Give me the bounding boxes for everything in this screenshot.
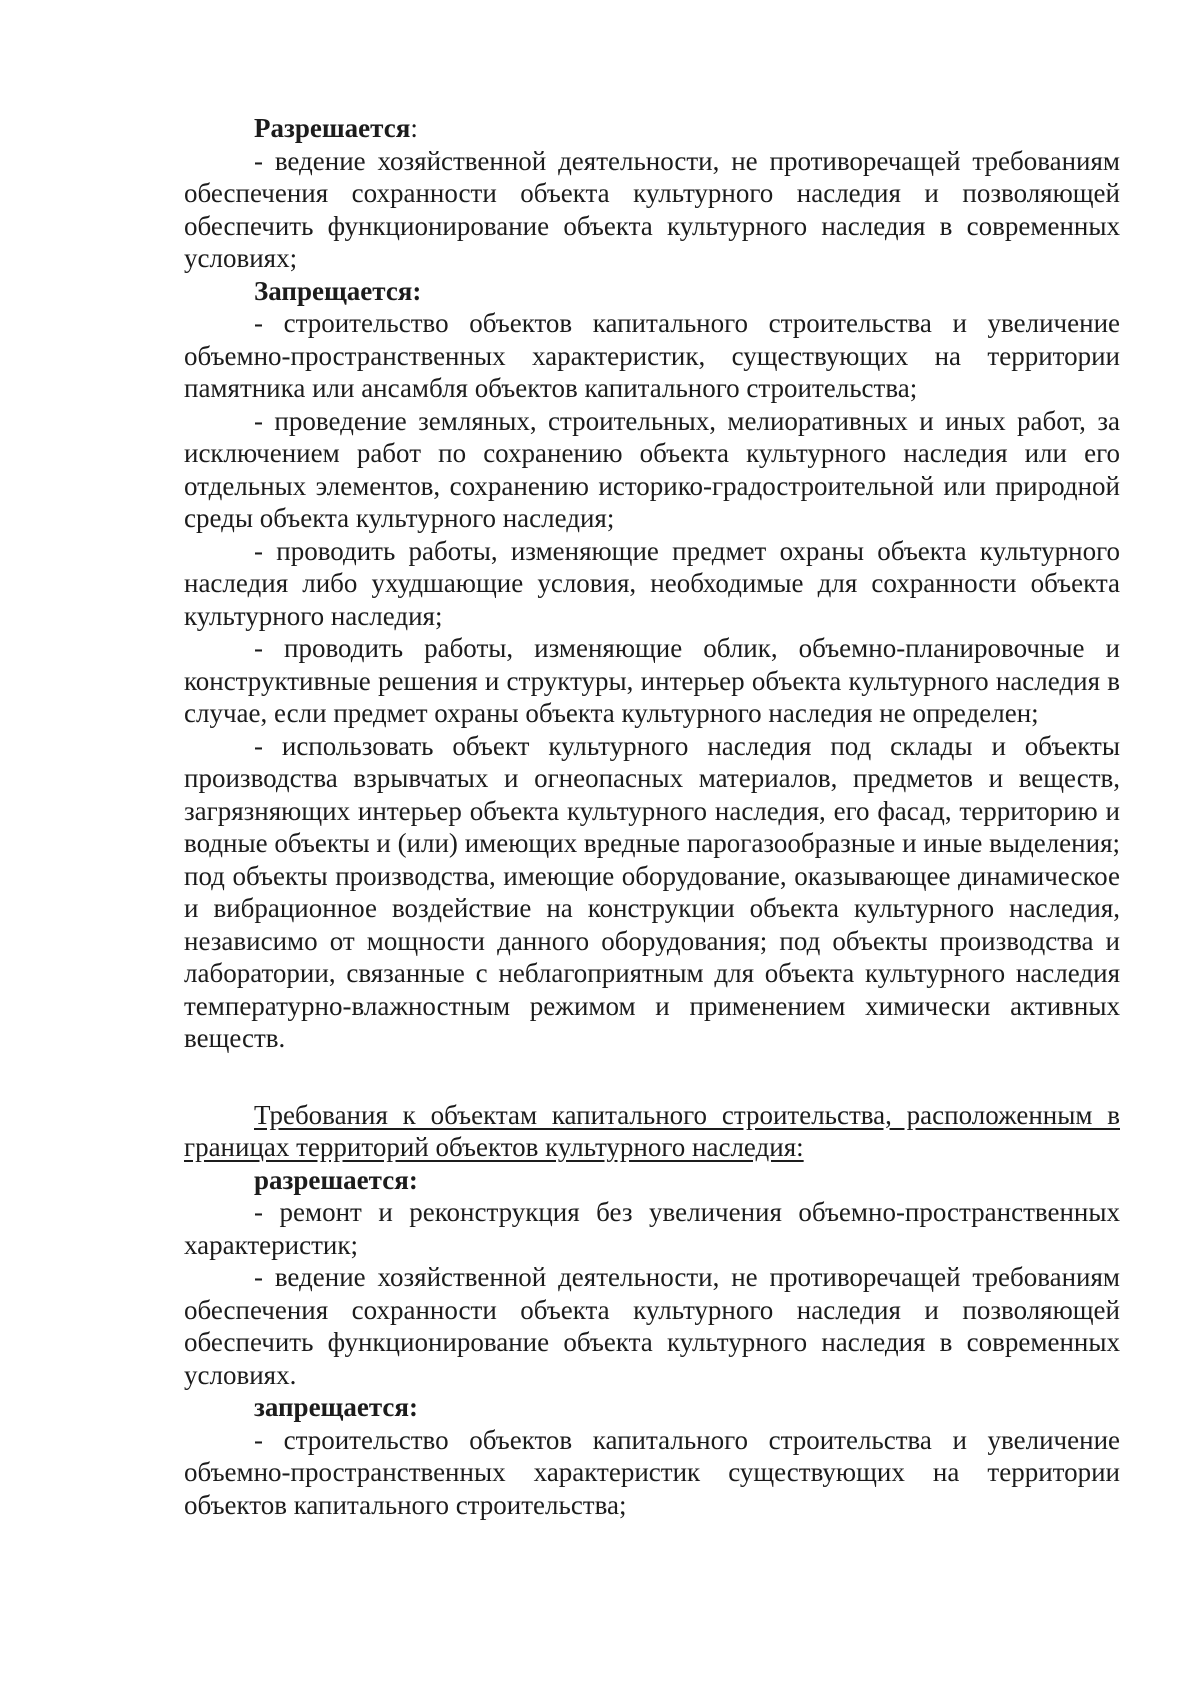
forbidden-item: - проведение земляных, строительных, мелиоративных и иных работ, за исключением работ по сохранению объекта культурного наследия или его отдельных элементов, сохранению историко-градостроительной или природной среды объекта культурного наследия; xyxy=(184,405,1120,533)
section-title: Требования к объектам капитального строительства, расположенным в границах территорий объектов культурного наследия: xyxy=(184,1099,1120,1162)
forbidden-item: - использовать объект культурного наследия под склады и объекты производства взрывчатых и огнеопасных материалов, предметов и веществ, загрязняющих интерьер объекта культурного наследия, его фасад, территорию и водные объекты и (или) имеющих вредные парогазообразные и иные выделения; под объекты производства, имеющие оборудование, оказывающее динамическое и вибрационное воздействие на конструкции объекта культурного наследия, независимо от мощности данного оборудования; под объекты производства и лаборатории, связанные с неблагоприятным для объекта культурного наследия температурно-влажностным режимом и применением химически активных веществ. xyxy=(184,730,1120,1053)
forbidden-item: - проводить работы, изменяющие облик, объемно-планировочные и конструктивные решения и структуры, интерьер объекта культурного наследия в случае, если предмет охраны объекта культурного наследия не определен; xyxy=(184,633,1120,728)
forbidden-heading-2: запрещается: xyxy=(254,1392,419,1422)
forbidden-item: - строительство объектов капитального строительства и увеличение объемно-пространственных характеристик существующих на территории объектов капитального строительства; xyxy=(184,1424,1120,1520)
forbidden-item: - строительство объектов капитального строительства и увеличение объемно-пространственных характеристик, существующих на территории памятника или ансамбля объектов капитального строительства; xyxy=(184,308,1120,403)
forbidden-item: - проводить работы, изменяющие предмет охраны объекта культурного наследия либо ухудшающие условия, необходимые для сохранности объекта культурного наследия; xyxy=(184,535,1120,631)
allowed-heading-2: разрешается: xyxy=(254,1164,418,1195)
allowed-heading: Разрешается: xyxy=(254,113,418,143)
allowed-item: - ведение хозяйственной деятельности, не противоречащей требованиям обеспечения сохранности объекта культурного наследия и позволяющей обеспечить функционирование объекта культурного наследия в современных условиях; xyxy=(184,145,1120,273)
section-spacer xyxy=(184,1055,1120,1099)
forbidden-heading: Запрещается: xyxy=(254,275,422,306)
allowed-item: - ремонт и реконструкция без увеличения объемно-пространственных характеристик; xyxy=(184,1197,1120,1260)
allowed-item: - ведение хозяйственной деятельности, не противоречащей требованиям обеспечения сохранности объекта культурного наследия и позволяющей обеспечить функционирование объекта культурного наследия в современных условиях. xyxy=(184,1262,1120,1390)
document-body xyxy=(184,112,1120,1521)
